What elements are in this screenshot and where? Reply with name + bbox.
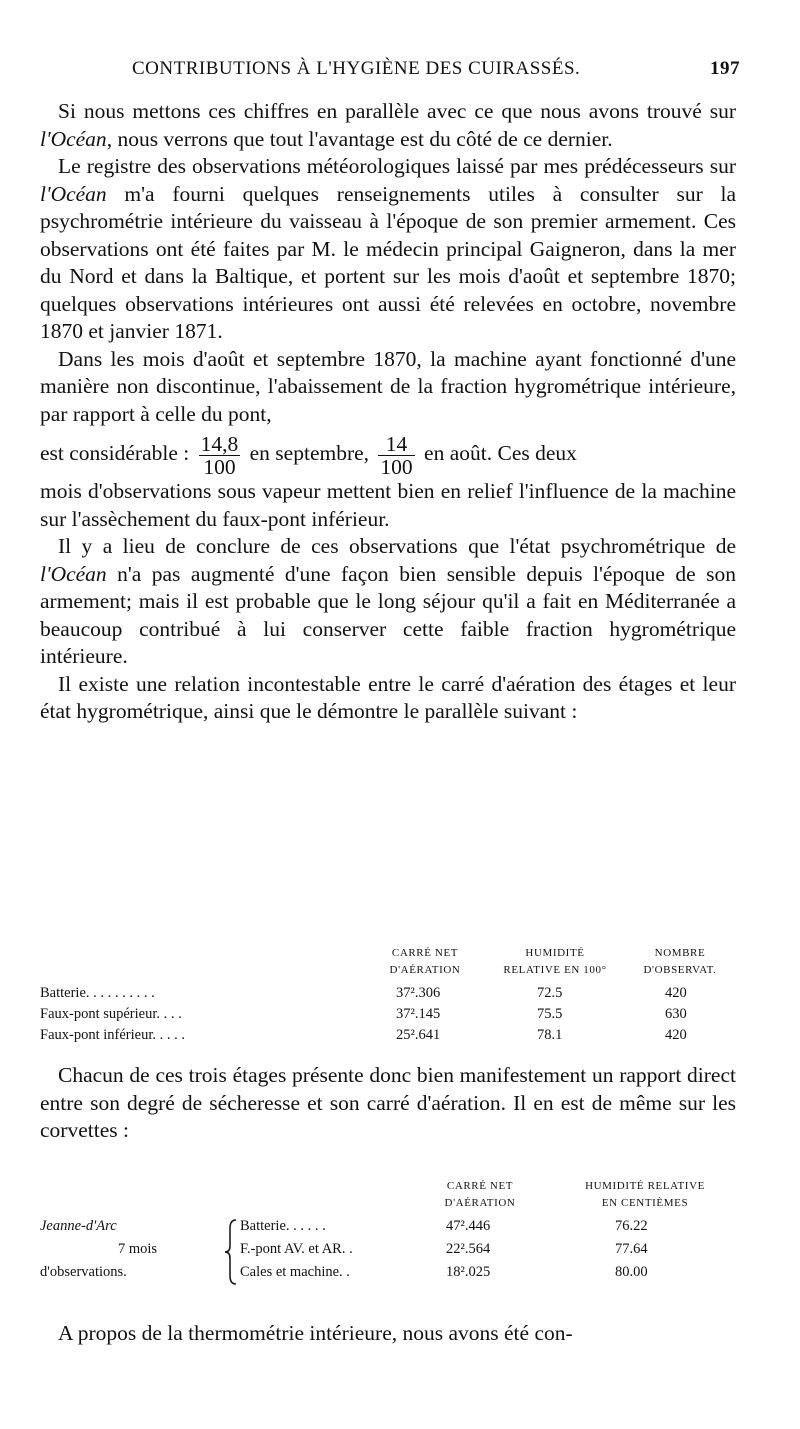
paragraph-6: Chacun de ces trois étages présente donc bien manifestement un rapport direct entre son degré de sécheresse et son carré d'aération. Il en est de même sur les corvettes : — [40, 1063, 736, 1142]
paragraph-7: A propos de la thermométrie intérieure, nous avons été con- — [58, 1321, 573, 1345]
main-text — [40, 98, 736, 726]
group-label-months: 7 mois — [118, 1241, 158, 1257]
table2-row-label: Cales et machine. . — [240, 1264, 350, 1280]
table1-header-nombre: NOMBRE D'OBSERVAT. — [643, 947, 717, 976]
table1-row-label: Faux-pont inférieur. . . . . — [40, 1027, 185, 1043]
paragraph-2: Le registre des observations météorologiques laissé par mes prédécesseurs sur l'Océan m'a fourni quelques renseignements utiles à consulter sur la psychrométrie intérieure du vaisseau à l'époque de son premier armement. Ces observations ont été faites par M. le médecin principal Gaigneron, dans la mer du Nord et dans la Baltique, et portent sur les mois d'août et septembre 1870; quelques observations intérieures ont aussi été relevées en octobre, novembre 1870 et janvier 1871. — [40, 154, 736, 343]
paragraph-3-end: mois d'observations sous vapeur mettent bien en relief l'influence de la machine sur l'assèchement du faux-pont inférieur. — [40, 479, 736, 531]
table1-cell: 72.5 — [537, 985, 563, 1001]
table1-header-carre: CARRÉ NET D'AÉRATION — [389, 947, 461, 976]
fraction-august: $\frac{14}{100}$ — [380, 431, 413, 479]
table2-header-carre: CARRÉ NET D'AÉRATION — [444, 1180, 516, 1209]
table2-cell: 77.64 — [615, 1241, 648, 1257]
table2-cell: 22².564 — [446, 1241, 491, 1257]
paragraph-4: Il y a lieu de conclure de ces observations que l'état psychrométrique de l'Océan n'a pas augmenté d'une façon bien sensible depuis l'époque de son armement; mais il est probable que le long séjour qu'il a fait en Méditerranée a beaucoup contribué à lui conserver cette faible fraction hygrométrique intérieure. — [40, 534, 736, 668]
running-title: CONTRIBUTIONS À L'HYGIÈNE DES CUIRASSÉS. — [132, 58, 581, 79]
table2-header-humidite: HUMIDITÉ RELATIVE EN CENTIÈMES — [585, 1180, 705, 1209]
table1-cell: 420 — [665, 1027, 687, 1043]
fraction-line: est considérable : $\frac{14,8}{100}$ en septembre, $\frac{14}{100}$ en août. Ces deux — [40, 431, 577, 479]
table2-cell: 80.00 — [615, 1264, 648, 1280]
fraction-september: $\frac{14,8}{100}$ — [200, 431, 239, 479]
table2-cell: 76.22 — [615, 1218, 648, 1234]
group-label-obs: d'observations. — [40, 1264, 127, 1280]
table-corvettes — [40, 1178, 740, 1318]
table1-cell: 420 — [665, 985, 687, 1001]
table1-cell: 75.5 — [537, 1006, 563, 1022]
brace-icon — [224, 1218, 238, 1286]
running-header — [40, 58, 740, 86]
table1-cell: 630 — [665, 1006, 687, 1022]
page-number: 197 — [710, 58, 740, 79]
table-decks — [40, 945, 740, 1045]
table1-header-humidite: HUMIDITÉ RELATIVE EN 100° — [503, 947, 607, 976]
table1-cell: 25².641 — [396, 1027, 441, 1043]
table1-cell: 37².145 — [396, 1006, 441, 1022]
table1-row-label: Faux-pont supérieur. . . . — [40, 1006, 182, 1022]
paragraph-1: Si nous mettons ces chiffres en parallèle avec ce que nous avons trouvé sur l'Océan, nous verrons que tout l'avantage est du côté de ce dernier. — [40, 99, 736, 151]
main-text-2 — [40, 1062, 736, 1145]
paragraph-5: Il existe une relation incontestable entre le carré d'aération des étages et leur état hygrométrique, ainsi que le démontre le parallèle suivant : — [40, 671, 736, 723]
table2-cell: 47².446 — [446, 1218, 491, 1234]
table2-cell: 18².025 — [446, 1264, 491, 1280]
table1-cell: 37².306 — [396, 985, 441, 1001]
paragraph-3: Dans les mois d'août et septembre 1870, la machine ayant fonctionné d'une manière non discontinue, l'abaissement de la fraction hygrométrique intérieure, par rapport à celle du pont, — [40, 346, 736, 426]
table1-cell: 78.1 — [537, 1027, 563, 1043]
table2-row-label: Batterie. . . . . . — [240, 1218, 326, 1234]
table1-row-label: Batterie. . . . . . . . . . — [40, 985, 155, 1001]
group-label-ship: Jeanne-d'Arc — [40, 1218, 117, 1234]
table2-row-label: F.-pont AV. et AR. . — [240, 1241, 353, 1257]
main-text-3 — [40, 1320, 736, 1348]
